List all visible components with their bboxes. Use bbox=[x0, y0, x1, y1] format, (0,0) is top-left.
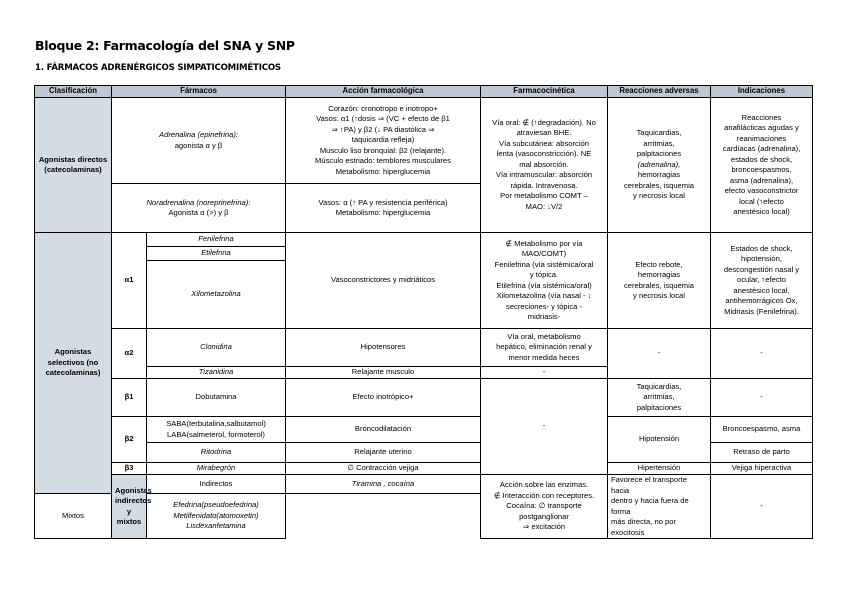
text-line: descongestión nasal y bbox=[723, 264, 800, 274]
text-line: menor medida heces bbox=[508, 352, 580, 362]
reacciones-b2: Hipotensión bbox=[608, 417, 711, 463]
drug-name: Noradrenalina (noreprinefrina): bbox=[146, 197, 251, 207]
text-line: Estados de shock, bbox=[730, 243, 793, 253]
header-accion: Acción farmacológica bbox=[286, 86, 481, 98]
section-subtitle: 1. FÁRMACOS ADRENÉRGICOS SIMPATICOMIMÉTICOS bbox=[35, 63, 281, 73]
text-line: antihemorrágicos Ox, bbox=[725, 296, 798, 306]
table-row bbox=[35, 475, 813, 494]
text-line: reanimaciones bbox=[736, 133, 787, 143]
reacciones-directos bbox=[608, 98, 711, 233]
table-row bbox=[35, 417, 813, 443]
text-line: cerebrales, isquemia bbox=[623, 180, 695, 190]
text-line: atraviesan BHE. bbox=[516, 128, 572, 138]
reacciones-a2: - bbox=[608, 329, 711, 379]
label-mixtos: Mixtos bbox=[35, 493, 112, 538]
text-line: Midriasis (Fenilefrina). bbox=[724, 306, 799, 316]
drug-saba: SABA(terbutalina,salbutamol) bbox=[166, 419, 266, 428]
text-line: Reacciones bbox=[741, 112, 782, 122]
accion-adrenalina bbox=[286, 98, 481, 184]
text-line: hemorragias bbox=[637, 270, 681, 279]
text-line: Corazón: cronotropo e inotropo+ bbox=[328, 103, 438, 113]
accion-relajante-uterino: Relajante uterino bbox=[286, 443, 481, 463]
receptor-b3: β3 bbox=[112, 463, 147, 475]
class-directos: Agonistas directos (catecolaminas) bbox=[35, 98, 112, 233]
accion-b1: Efecto inotrópico+ bbox=[286, 379, 481, 417]
drug-adrenalina bbox=[112, 98, 286, 184]
text-line: Xilometazolina (vía nasal - ↓ bbox=[496, 291, 592, 300]
drug-name: Adrenalina (epinefrina): bbox=[159, 130, 238, 139]
text-line: Vía oral: ∉ (↑degradación). No bbox=[492, 117, 596, 127]
drug-tizanidina: Tizanidina bbox=[147, 367, 286, 379]
text-line: midriasis- bbox=[527, 312, 561, 321]
indicaciones-broncoespasmo: Broncoespasmo, asma bbox=[711, 417, 813, 443]
text-line: anafilácticas agudas y bbox=[724, 123, 799, 132]
text-line: Cocaína: ∅ transporte postganglionar bbox=[506, 501, 582, 521]
reacciones-a1 bbox=[608, 233, 711, 329]
text-line: dentro y hacia fuera de forma bbox=[611, 496, 689, 516]
header-clasificacion: Clasificación bbox=[35, 86, 112, 98]
text-line: rápida. Intravenosa. bbox=[510, 180, 578, 190]
drug-dobutamina: Dobutamina bbox=[147, 379, 286, 417]
text-line: taquicardia refleja) bbox=[351, 135, 415, 145]
text-line: asma (adrenalina), bbox=[729, 175, 794, 185]
drug-mirabegron: Mirabegrón bbox=[147, 463, 286, 475]
drug-mixtos bbox=[147, 493, 286, 538]
drug-tiramina-cocaina: Tiramina , cocaína bbox=[286, 475, 481, 494]
text-line: anestésico local, bbox=[733, 285, 790, 295]
text-line: Por metabolismo COMT – bbox=[500, 191, 588, 201]
accion-indirectos bbox=[481, 475, 608, 539]
header-farmacocinetica: Farmacocinética bbox=[481, 86, 608, 98]
text-line: y tópica. bbox=[529, 270, 559, 279]
pharmacology-table bbox=[34, 85, 813, 539]
indicaciones-b1: - bbox=[711, 379, 813, 417]
accion-clonidina: Hipotensores bbox=[286, 329, 481, 367]
reacciones-indirectos: - bbox=[711, 475, 813, 539]
table-row bbox=[35, 379, 813, 417]
text-line: Musculo liso bronquial: β2 (relajante). bbox=[319, 145, 447, 155]
text-line: arritmias, bbox=[643, 392, 675, 402]
text-line: MAO/COMT) bbox=[521, 249, 567, 258]
receptor-a1: α1 bbox=[112, 233, 147, 329]
text-line: cardíacas (adrenalina), bbox=[722, 144, 801, 153]
class-indirectos: Agonistas indirectos y mixtos bbox=[112, 475, 147, 539]
receptor-b1: β1 bbox=[112, 379, 147, 417]
text-line: (adrenalina), bbox=[637, 159, 681, 169]
text-line: Etilefrina (vía sistémica/oral) bbox=[496, 280, 592, 290]
drug-etilefrina: Etilefrina bbox=[147, 247, 286, 261]
text-line: Taquicardias, bbox=[636, 381, 682, 391]
text-line: estados de shock, bbox=[730, 154, 793, 164]
header-reacciones: Reacciones adversas bbox=[608, 86, 711, 98]
header-indicaciones: Indicaciones bbox=[711, 86, 813, 98]
text-line: Efecto rebote, bbox=[635, 259, 683, 269]
drug-fenilefrina: Fenilefrina bbox=[147, 233, 286, 247]
text-line: arritmias, bbox=[643, 138, 675, 148]
text-line: Metilfenidato(atomoxetin) bbox=[173, 510, 259, 520]
text-line: palpitaciones bbox=[636, 402, 682, 412]
text-line: Lisdexanfetamina bbox=[186, 521, 246, 531]
text-line: MAO: ↓V/2 bbox=[525, 201, 563, 211]
accion-a1: Vasoconstrictores y midriáticos bbox=[286, 233, 481, 329]
drug-saba-laba bbox=[147, 417, 286, 443]
text-line: hepático, eliminación renal y bbox=[496, 342, 592, 352]
drug-laba: LABA(salmeterol, formoterol) bbox=[167, 429, 265, 439]
indicaciones-directos bbox=[711, 98, 813, 233]
text-line: Vía oral, metabolismo bbox=[507, 331, 581, 341]
text-line: y necrosis local bbox=[633, 291, 685, 300]
text-line: ocular, ↑efecto bbox=[737, 275, 786, 285]
accion-tizanidina: Relajante musculo bbox=[286, 367, 481, 379]
text-line: Favorece el transporte hacia bbox=[611, 475, 687, 495]
text-line: Vasos: α (↑ PA y resistencia periférica) bbox=[318, 197, 448, 207]
fk-tizanidina: - bbox=[481, 367, 608, 379]
fk-beta: - bbox=[481, 379, 608, 475]
table-row bbox=[35, 98, 813, 184]
table-row bbox=[35, 233, 813, 247]
text-line: hemorragias bbox=[637, 170, 681, 180]
table-row bbox=[35, 463, 813, 475]
text-line: Metabolismo: hiperglucemia bbox=[335, 166, 431, 176]
text-line: Efedrina(pseudoefedrina) bbox=[173, 500, 259, 510]
text-line: hipotensión, bbox=[741, 254, 782, 264]
table-row bbox=[35, 329, 813, 367]
indicaciones-retraso-parto: Retraso de parto bbox=[711, 443, 813, 463]
fk-clonidina bbox=[481, 329, 608, 367]
text-line: local (↑efecto bbox=[739, 196, 784, 206]
text-line: Acción sobre las enzimas. bbox=[499, 480, 589, 490]
drug-noradrenalina bbox=[112, 184, 286, 233]
text-line: ⇒ excitación bbox=[522, 522, 566, 532]
page-title: Bloque 2: Farmacología del SNA y SNP bbox=[35, 38, 295, 53]
text-line: Vía subcutánea: absorción bbox=[499, 138, 589, 148]
indicaciones-a1 bbox=[711, 233, 813, 329]
reacciones-b3: Hipertensión bbox=[608, 463, 711, 475]
text-line: cerebrales, isquemia bbox=[623, 280, 695, 290]
text-line: Fenilefrina (vía sistémica/oral bbox=[494, 259, 594, 269]
drug-xilometazolina: Xilometazolina bbox=[147, 261, 286, 329]
text-line: anestésico local) bbox=[733, 207, 790, 216]
receptor-a2: α2 bbox=[112, 329, 147, 379]
text-line: ∉ Metabolismo por vía bbox=[505, 238, 583, 248]
text-line: ∉ Interacción con receptores. bbox=[493, 490, 595, 500]
text-line: Vasos: α1 (↑dosis ⇒ (VC + efecto de β1 bbox=[316, 114, 450, 124]
header-farmacos: Fármacos bbox=[112, 86, 286, 98]
fk-a1 bbox=[481, 233, 608, 329]
text-line: Vía intramuscular: absorción bbox=[495, 170, 593, 180]
fk-directos bbox=[481, 98, 608, 233]
receptor-b2: β2 bbox=[112, 417, 147, 463]
header-row bbox=[35, 86, 813, 98]
reacciones-b1 bbox=[608, 379, 711, 417]
text-line: Metabolismo: hiperglucemia bbox=[335, 208, 431, 217]
accion-b3: ∅ Contracción vejiga bbox=[286, 463, 481, 475]
drug-clonidina: Clonidina bbox=[147, 329, 286, 367]
label-indirectos: Indirectos bbox=[147, 475, 286, 494]
text-line: Músculo estriado: temblores musculares bbox=[315, 156, 451, 166]
text-line: efecto vasoconstrictor bbox=[724, 186, 799, 195]
text-line: ⇒ ↑PA) y β2 (↓ PA diastólica ⇒ bbox=[331, 124, 435, 134]
accion-noradrenalina bbox=[286, 184, 481, 233]
text-line: palpitaciones bbox=[636, 149, 682, 159]
drug-receptors: Agonista α (>) y β bbox=[168, 208, 229, 217]
fk-indirectos bbox=[608, 475, 711, 539]
indicaciones-a2: - bbox=[711, 329, 813, 379]
drug-receptors: agonista α y β bbox=[174, 140, 223, 150]
text-line: mal absorción. bbox=[519, 159, 569, 169]
class-selectivos: Agonistas selectivos (no catecolaminas) bbox=[35, 233, 112, 494]
text-line: y necrosis local bbox=[633, 191, 685, 201]
text-line: Taquicardias, bbox=[636, 128, 682, 138]
text-line: más directa, no por exocitosis bbox=[611, 517, 676, 537]
accion-broncodilatacion: Broncodilatación bbox=[286, 417, 481, 443]
drug-ritodrina: Ritodrina bbox=[147, 443, 286, 463]
indicaciones-b3: Vejiga hiperactiva bbox=[711, 463, 813, 475]
text-line: lenta (vasoconstricción). NE bbox=[496, 149, 592, 159]
text-line: secreciones- y tópica - bbox=[506, 301, 582, 311]
text-line: broncoespasmos, bbox=[731, 165, 792, 174]
